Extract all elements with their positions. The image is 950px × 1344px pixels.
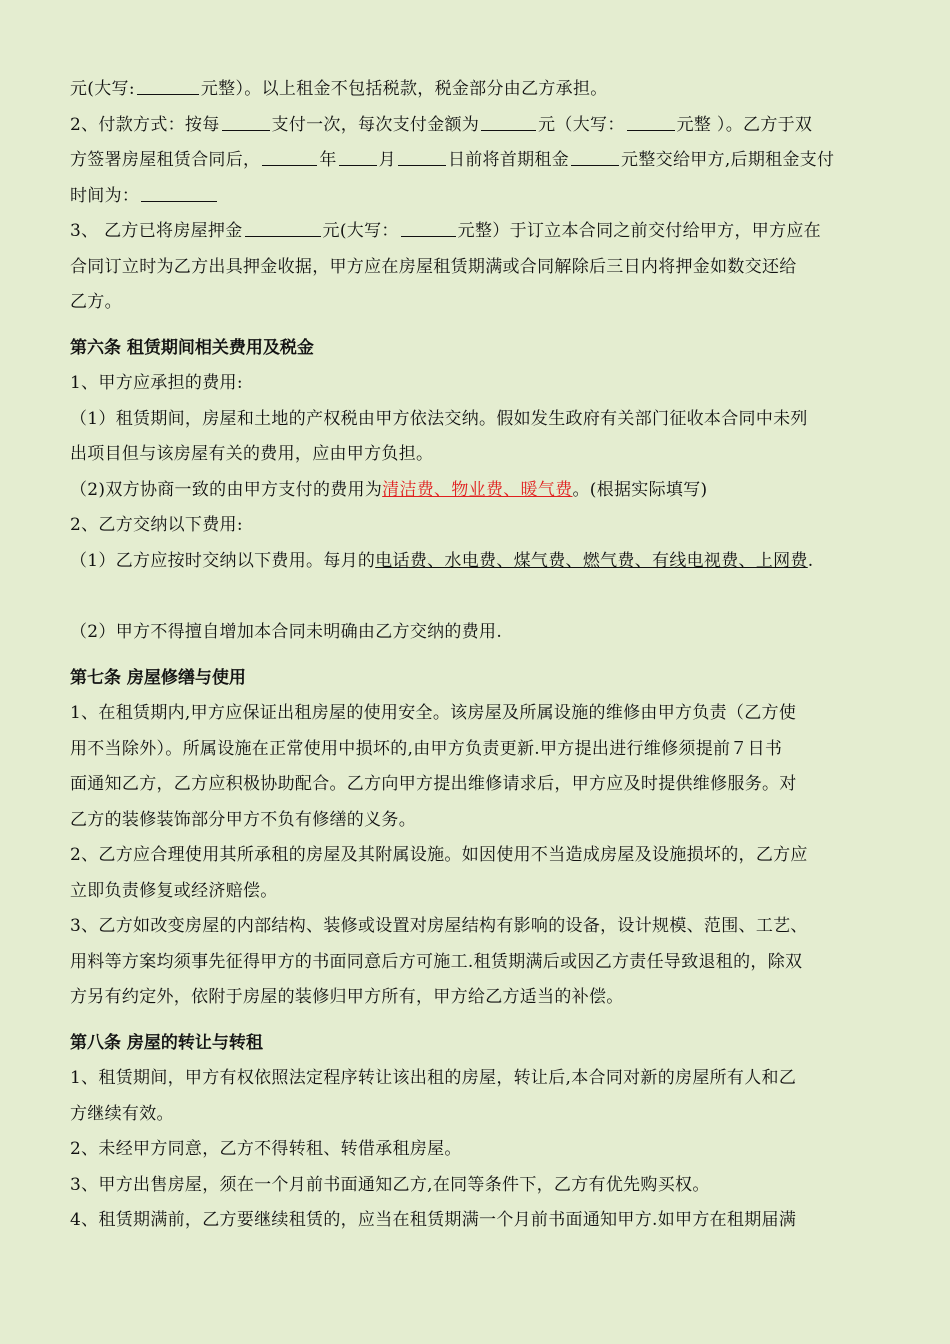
paragraph-line: 4、租赁期满前，乙方要继续租赁的，应当在租赁期满一个月前书面通知甲方.如甲方在租期届满 bbox=[70, 1210, 797, 1230]
section-6-title: 第六条 租赁期间相关费用及税金 bbox=[70, 337, 314, 358]
paragraph-line: （1）租赁期间，房屋和土地的产权税由甲方依法交纳。假如发生政府有关部门征收本合同中未列 bbox=[70, 408, 808, 429]
payment-method-line: 2、付款方式：按每 支付一次，每次支付金额为 元（大写： 元整 ）。乙方于双 bbox=[70, 114, 813, 135]
landlord-fees: 清洁费、物业费、暖气费 bbox=[382, 479, 573, 500]
paragraph-line: 乙方。 bbox=[70, 292, 122, 312]
paragraph-line: 1、租赁期间，甲方有权依照法定程序转让该出租的房屋，转让后,本合同对新的房屋所有人和乙 bbox=[70, 1068, 797, 1088]
paragraph-line: 3、甲方出售房屋，须在一个月前书面通知乙方,在同等条件下，乙方有优先购买权。 bbox=[70, 1174, 710, 1195]
paragraph-line: 乙方的装修装饰部分甲方不负有修缮的义务。 bbox=[70, 809, 416, 830]
blank-field[interactable] bbox=[481, 113, 536, 131]
tenant-fees: 电话费、水电费、煤气费、燃气费、有线电视费、上网费 bbox=[375, 550, 808, 571]
paragraph-line: 方另有约定外，依附于房屋的装修归甲方所有，甲方给乙方适当的补偿。 bbox=[70, 987, 624, 1007]
paragraph-line: （2)双方协商一致的由甲方支付的费用为清洁费、物业费、暖气费。(根据实际填写) bbox=[70, 479, 708, 500]
paragraph-line: 用料等方案均须事先征得甲方的书面同意后方可施工.租赁期满后或因乙方责任导致退租的，除双 bbox=[70, 951, 803, 972]
paragraph-line: 用不当除外）。所属设施在正常使用中损坏的,由甲方负责更新.甲方提出进行维修须提前７日书 bbox=[70, 738, 783, 759]
paragraph-line: （2）甲方不得擅自增加本合同未明确由乙方交纳的费用. bbox=[70, 622, 503, 642]
deposit-line: 3、 乙方已将房屋押金 元(大写： 元整）于订立本合同之前交付给甲方，甲方应在 bbox=[70, 221, 821, 241]
blank-field[interactable] bbox=[222, 113, 270, 131]
paragraph-line: 面通知乙方，乙方应积极协助配合。乙方向甲方提出维修请求后，甲方应及时提供维修服务。对 bbox=[70, 774, 797, 794]
paragraph-line: 3、乙方如改变房屋的内部结构、装修或设置对房屋结构有影响的设备，设计规模、范围、工艺、 bbox=[70, 916, 808, 936]
blank-field[interactable] bbox=[398, 148, 446, 166]
paragraph-line: 方继续有效。 bbox=[70, 1103, 174, 1124]
paragraph-line: 立即负责修复或经济赔偿。 bbox=[70, 880, 278, 901]
blank-field[interactable] bbox=[141, 184, 217, 202]
paragraph-line: 2、未经甲方同意，乙方不得转租、转借承租房屋。 bbox=[70, 1139, 462, 1159]
rent-amount-line: 元(大写: 元整）。以上租金不包括税款，税金部分由乙方承担。 bbox=[70, 79, 608, 99]
payment-time-line: 时间为： bbox=[70, 179, 880, 215]
section-8-title: 第八条 房屋的转让与转租 bbox=[70, 1032, 263, 1053]
paragraph-line: 2、乙方交纳以下费用: bbox=[70, 515, 243, 535]
section-7-title: 第七条 房屋修缮与使用 bbox=[70, 667, 246, 688]
blank-field[interactable] bbox=[245, 219, 321, 237]
blank-field[interactable] bbox=[571, 148, 619, 166]
first-payment-line: 方签署房屋租赁合同后， 年 月 日前将首期租金 元整交给甲方,后期租金支付 bbox=[70, 150, 835, 170]
blank-field[interactable] bbox=[627, 113, 675, 131]
paragraph-line: 2、乙方应合理使用其所承租的房屋及其附属设施。如因使用不当造成房屋及设施损坏的，乙方应 bbox=[70, 845, 808, 865]
blank-field[interactable] bbox=[339, 148, 377, 166]
blank-field[interactable] bbox=[401, 219, 456, 237]
paragraph-line: 合同订立时为乙方出具押金收据，甲方应在房屋租赁期满或合同解除后三日内将押金如数交还给 bbox=[70, 256, 797, 277]
paragraph-line: 1、甲方应承担的费用: bbox=[70, 373, 243, 393]
blank-line bbox=[70, 579, 880, 615]
paragraph-line: （1）乙方应按时交纳以下费用。每月的电话费、水电费、煤气费、燃气费、有线电视费、上网费. bbox=[70, 550, 814, 571]
blank-field[interactable] bbox=[137, 77, 199, 95]
blank-field[interactable] bbox=[262, 148, 317, 166]
paragraph-line: 1、在租赁期内,甲方应保证出租房屋的使用安全。该房屋及所属设施的维修由甲方负责（乙方使 bbox=[70, 703, 797, 723]
paragraph-line: 出项目但与该房屋有关的费用，应由甲方负担。 bbox=[70, 444, 434, 464]
